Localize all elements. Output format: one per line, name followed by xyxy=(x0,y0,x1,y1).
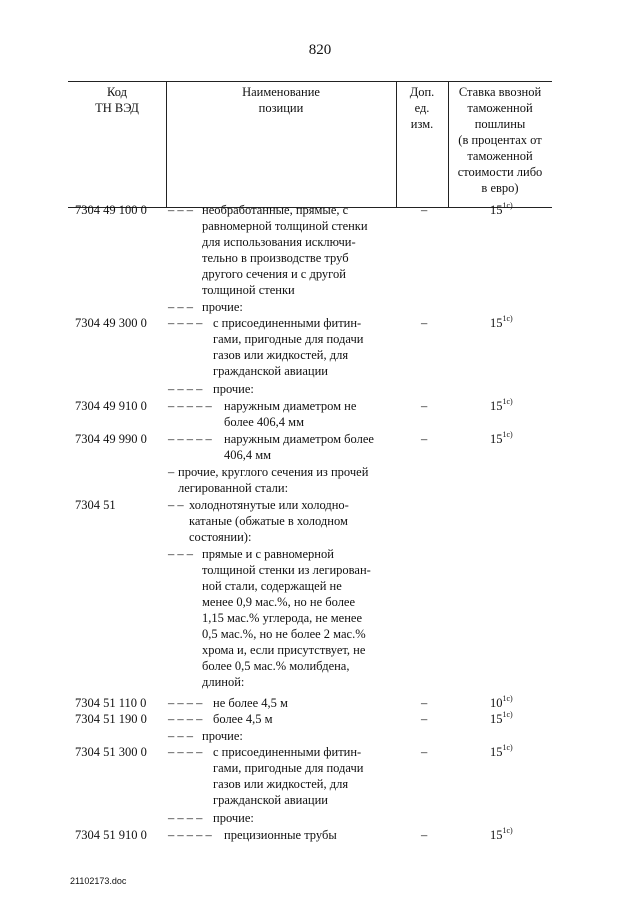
row-unit: – xyxy=(421,203,428,217)
row-unit: – xyxy=(421,745,428,759)
row-indent-dashes: – – – xyxy=(168,729,193,743)
row-rate xyxy=(490,827,530,843)
row-rate xyxy=(490,744,530,760)
row-indent-dashes: – – – – – xyxy=(168,432,212,446)
row-indent-dashes: – – – – xyxy=(168,712,203,726)
row-indent-dashes: – – – – xyxy=(168,382,203,396)
row-code: 7304 49 990 0 xyxy=(75,432,147,446)
row-rate xyxy=(490,695,530,711)
row-indent-dashes: – – – – xyxy=(168,811,203,825)
row-code: 7304 51 110 0 xyxy=(75,696,147,710)
header-name: Наименование позиции xyxy=(242,85,320,115)
row-unit: – xyxy=(421,828,428,842)
row-description: не более 4,5 м xyxy=(213,696,288,710)
row-code: 7304 49 910 0 xyxy=(75,399,147,413)
row-indent-dashes: – – xyxy=(168,498,184,512)
rate-value: 15 xyxy=(490,203,503,217)
row-indent-dashes: – – – – – xyxy=(168,399,212,413)
page-number: 820 xyxy=(308,42,332,58)
row-indent-dashes: – – – – xyxy=(168,745,203,759)
table-top-border xyxy=(68,81,552,82)
row-description: наружным диаметром не более 406,4 мм xyxy=(224,399,357,429)
rate-footnote: 1c) xyxy=(502,201,513,210)
row-indent-dashes: – – – xyxy=(168,300,193,314)
row-code: 7304 51 xyxy=(75,498,116,512)
row-unit: – xyxy=(421,316,428,330)
row-description: прочие, круглого сечения из прочей легированной стали: xyxy=(178,465,369,495)
rate-footnote: 1c) xyxy=(502,397,513,406)
row-rate xyxy=(490,202,530,218)
rate-footnote: 1c) xyxy=(502,710,513,719)
row-description: с присоединенными фитин- гами, пригодные для подачи газов или жидкостей, для гражданской авиации xyxy=(213,745,364,807)
row-description: холоднотянутые или холодно- катаные (обжатые в холодном состоянии): xyxy=(189,498,349,544)
row-indent-dashes: – – – xyxy=(168,203,193,217)
row-description: с присоединенными фитин- гами, пригодные для подачи газов или жидкостей, для гражданской авиации xyxy=(213,316,364,378)
row-description: более 4,5 м xyxy=(213,712,273,726)
row-unit: – xyxy=(421,432,428,446)
rate-footnote: 1c) xyxy=(502,826,513,835)
rate-footnote: 1c) xyxy=(502,743,513,752)
header-unit: Доп. ед. изм. xyxy=(409,85,435,131)
row-code: 7304 49 300 0 xyxy=(75,316,147,330)
row-rate xyxy=(490,315,530,331)
rate-footnote: 1c) xyxy=(502,694,513,703)
rate-value: 15 xyxy=(490,316,503,330)
header-code: Код ТН ВЭД xyxy=(95,85,139,115)
row-code: 7304 51 300 0 xyxy=(75,745,147,759)
row-description: прочие: xyxy=(202,729,243,743)
rate-value: 10 xyxy=(490,696,503,710)
row-indent-dashes: – xyxy=(168,465,175,479)
row-rate xyxy=(490,711,530,727)
row-indent-dashes: – – – – xyxy=(168,696,203,710)
row-description: прочие: xyxy=(213,811,254,825)
row-unit: – xyxy=(421,712,428,726)
rate-value: 15 xyxy=(490,712,503,726)
row-rate xyxy=(490,431,530,447)
row-description: прямые и с равномерной толщиной стенки из легирован- ной стали, содержащей не менее 0,9 мас.%, но не более 1,15 мас.% углерода, не менее 0,5 мас.%, но не более 2 мас.% хрома и, если присутствует, не более 0,5 мас.% молибдена, длиной: xyxy=(202,547,371,689)
rate-value: 15 xyxy=(490,399,503,413)
row-unit: – xyxy=(421,696,428,710)
row-rate xyxy=(490,398,530,414)
rate-footnote: 1c) xyxy=(502,430,513,439)
row-description: наружным диаметром более 406,4 мм xyxy=(224,432,374,462)
row-description: необработанные, прямые, с равномерной толщиной стенки для использования исключи- тельно в производстве труб другого сечения и с другой толщиной стенки xyxy=(202,203,368,297)
header-rate: Ставка ввозной таможенной пошлины (в процентах от таможенной стоимости либо в евро) xyxy=(457,85,543,195)
footer-filename: 21102173.doc xyxy=(70,876,127,886)
rate-value: 15 xyxy=(490,828,503,842)
row-unit: – xyxy=(421,399,428,413)
rate-value: 15 xyxy=(490,745,503,759)
row-code: 7304 51 910 0 xyxy=(75,828,147,842)
rate-value: 15 xyxy=(490,432,503,446)
row-code: 7304 51 190 0 xyxy=(75,712,147,726)
row-code: 7304 49 100 0 xyxy=(75,203,147,217)
rate-footnote: 1c) xyxy=(502,314,513,323)
row-description: прецизионные трубы xyxy=(224,828,337,842)
row-description: прочие: xyxy=(202,300,243,314)
row-description: прочие: xyxy=(213,382,254,396)
row-indent-dashes: – – – – – xyxy=(168,828,212,842)
row-indent-dashes: – – – xyxy=(168,547,193,561)
row-indent-dashes: – – – – xyxy=(168,316,203,330)
